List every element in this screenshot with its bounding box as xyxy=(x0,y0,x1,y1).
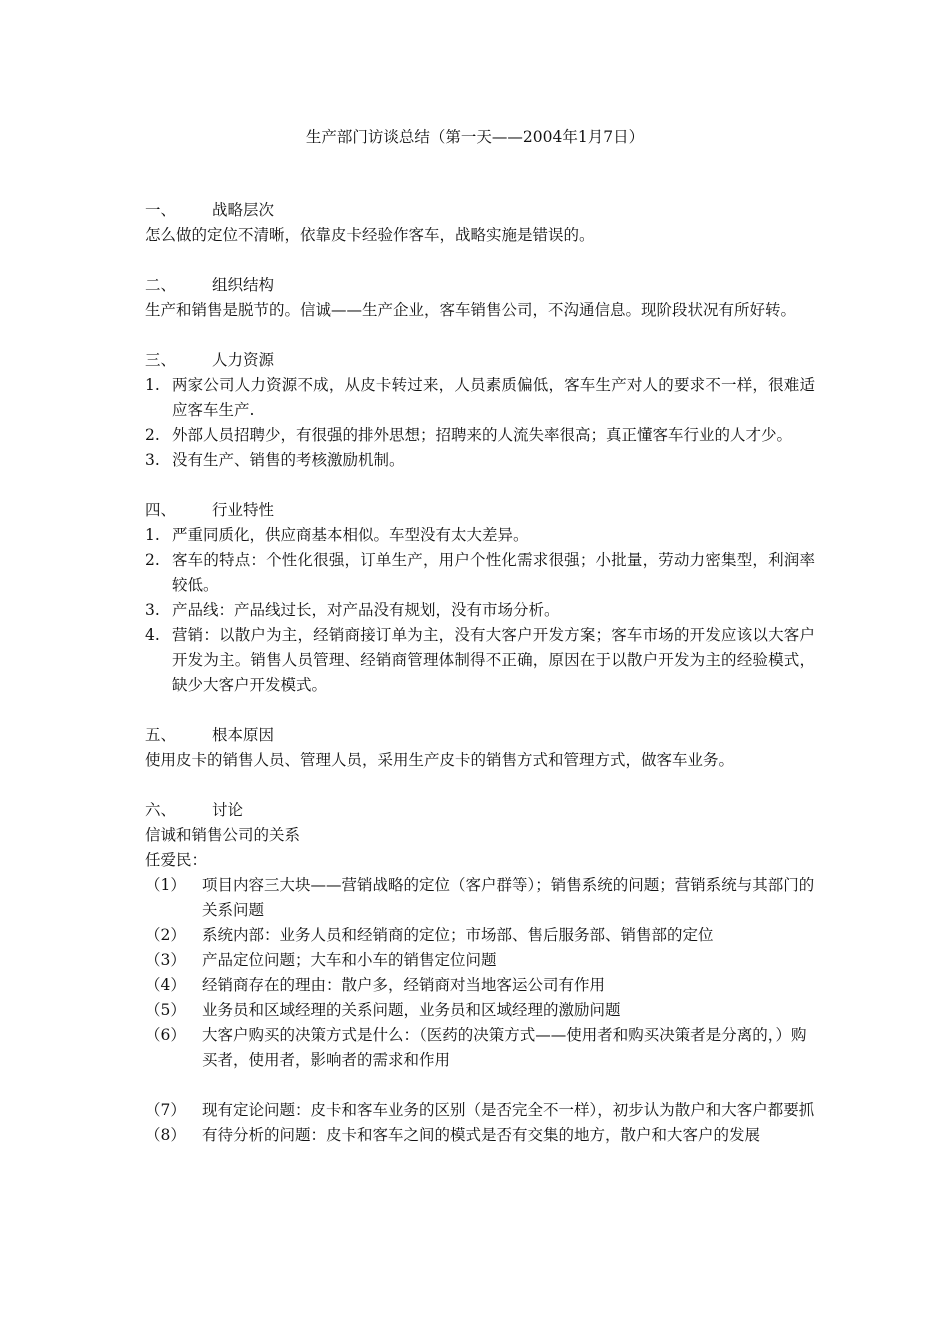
section-number: 五、 xyxy=(145,726,177,744)
list-item xyxy=(145,548,815,598)
discussion-item-number: （1） xyxy=(145,876,186,894)
list-item-number: 2. xyxy=(145,426,160,444)
discussion-item-text: 项目内容三大块——营销战略的定位（客户群等）；销售系统的问题；营销系统与其部门的关系问题 xyxy=(202,876,815,919)
discussion-item-number: （6） xyxy=(145,1026,186,1044)
list-item-number: 2. xyxy=(145,551,160,569)
list-item-text: 严重同质化，供应商基本相似。车型没有太大差异。 xyxy=(172,526,529,544)
discussion-item xyxy=(145,998,815,1023)
section-heading xyxy=(145,723,815,748)
list-item-text: 营销：以散户为主，经销商接订单为主，没有大客户开发方案；客车市场的开发应该以大客户开发为主。销售人员管理、经销商管理体制得不正确，原因在于以散户开发为主的经验模式，缺少大客户开发模式。 xyxy=(172,626,815,694)
discussion-item-number: （2） xyxy=(145,926,186,944)
list-item-number: 4. xyxy=(145,626,160,644)
section-title: 根本原因 xyxy=(212,726,275,744)
list-item xyxy=(145,448,815,473)
list-item-text: 外部人员招聘少，有很强的排外思想；招聘来的人流失率很高；真正懂客车行业的人才少。 xyxy=(172,426,793,444)
discussion-item xyxy=(145,1023,815,1073)
discussion-item xyxy=(145,948,815,973)
discussion-item xyxy=(145,973,815,998)
section-strategy xyxy=(145,198,815,248)
discussion-item-text: 产品定位问题；大车和小车的销售定位问题 xyxy=(202,951,497,969)
section-heading xyxy=(145,348,815,373)
section-number: 一、 xyxy=(145,201,177,219)
discussion-item-number: （5） xyxy=(145,1001,186,1019)
speaker-name: 任爱民： xyxy=(145,851,208,869)
document-title: 生产部门访谈总结（第一天——2004年1月7日） xyxy=(305,128,645,146)
section-human-resources xyxy=(145,348,815,473)
list-item-text: 客车的特点：个性化很强，订单生产，用户个性化需求很强；小批量，劳动力密集型，利润率较低。 xyxy=(172,551,815,594)
section-number: 三、 xyxy=(145,351,177,369)
discussion-item-text: 有待分析的问题：皮卡和客车之间的模式是否有交集的地方，散户和大客户的发展 xyxy=(202,1126,761,1144)
list-item-number: 1. xyxy=(145,376,160,394)
section-heading xyxy=(145,498,815,523)
discussion-item-text: 现有定论问题：皮卡和客车业务的区别（是否完全不一样），初步认为散户和大客户都要抓 xyxy=(202,1101,815,1119)
paragraph: 使用皮卡的销售人员、管理人员，采用生产皮卡的销售方式和管理方式，做客车业务。 xyxy=(145,751,735,769)
paragraph: 怎么做的定位不清晰，依靠皮卡经验作客车，战略实施是错误的。 xyxy=(145,226,595,244)
section-title: 行业特性 xyxy=(212,501,275,519)
paragraph: 生产和销售是脱节的。信诚——生产企业，客车销售公司，不沟通信息。现阶段状况有所好转。 xyxy=(145,301,797,319)
list-item-text: 产品线：产品线过长，对产品没有规划，没有市场分析。 xyxy=(172,601,560,619)
blank-line xyxy=(145,1073,815,1098)
discussion-item-text: 业务员和区域经理的关系问题，业务员和区域经理的激励问题 xyxy=(202,1001,621,1019)
section-title: 组织结构 xyxy=(212,276,275,294)
discussion-item-number: （8） xyxy=(145,1126,186,1144)
discussion-item xyxy=(145,873,815,923)
section-title: 战略层次 xyxy=(212,201,275,219)
discussion-item-number: （4） xyxy=(145,976,186,994)
section-industry-characteristics xyxy=(145,498,815,698)
list-item xyxy=(145,523,815,548)
discussion-item xyxy=(145,923,815,948)
list-item-number: 3. xyxy=(145,451,160,469)
list-item-text: 两家公司人力资源不成，从皮卡转过来，人员素质偏低，客车生产对人的要求不一样，很难适应客车生产. xyxy=(172,376,815,419)
list-item xyxy=(145,423,815,448)
discussion-item xyxy=(145,1123,815,1148)
list-item-text: 没有生产、销售的考核激励机制。 xyxy=(172,451,405,469)
document-body xyxy=(145,198,815,1173)
discussion-topic: 信诚和销售公司的关系 xyxy=(145,826,301,844)
discussion-item-number: （7） xyxy=(145,1101,186,1119)
list-item xyxy=(145,623,815,698)
discussion-item-text: 经销商存在的理由：散户多，经销商对当地客运公司有作用 xyxy=(202,976,606,994)
section-title: 人力资源 xyxy=(212,351,275,369)
section-organization xyxy=(145,273,815,323)
section-number: 四、 xyxy=(145,501,177,519)
discussion-item-text: 大客户购买的决策方式是什么：（医药的决策方式——使用者和购买决策者是分离的，）购买者，使用者，影响者的需求和作用 xyxy=(202,1026,807,1069)
discussion-item-number: （3） xyxy=(145,951,186,969)
section-root-cause xyxy=(145,723,815,773)
section-heading xyxy=(145,198,815,223)
discussion-item-text: 系统内部：业务人员和经销商的定位；市场部、售后服务部、销售部的定位 xyxy=(202,926,714,944)
list-item-number: 1. xyxy=(145,526,160,544)
section-title: 讨论 xyxy=(212,801,244,819)
section-heading xyxy=(145,273,815,298)
list-item xyxy=(145,373,815,423)
section-number: 二、 xyxy=(145,276,177,294)
section-heading xyxy=(145,798,815,823)
section-discussion xyxy=(145,798,815,1148)
list-item-number: 3. xyxy=(145,601,160,619)
section-number: 六、 xyxy=(145,801,177,819)
list-item xyxy=(145,598,815,623)
discussion-item xyxy=(145,1098,815,1123)
